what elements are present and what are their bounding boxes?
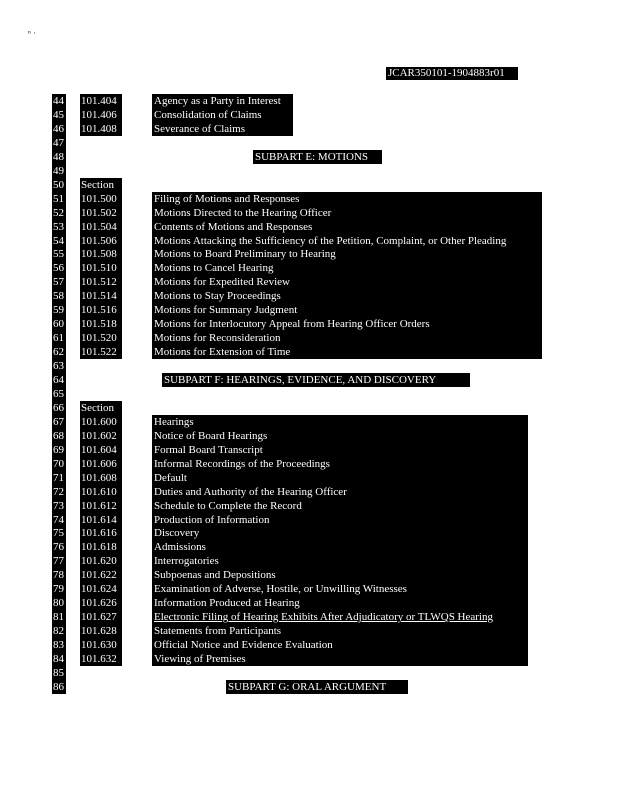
section-number: 101.620 — [80, 554, 122, 568]
section-title: Production of Information — [152, 513, 528, 527]
section-number: 101.632 — [80, 652, 122, 666]
section-number: 101.610 — [80, 485, 122, 499]
line-69 — [0, 443, 618, 457]
section-number: 101.624 — [80, 582, 122, 596]
line-67 — [0, 415, 618, 429]
section-number: 101.614 — [80, 513, 122, 527]
line-58 — [0, 289, 618, 303]
section-number: 101.508 — [80, 247, 122, 261]
section-number: 101.506 — [80, 234, 122, 248]
line-82 — [0, 624, 618, 638]
section-title: Official Notice and Evidence Evaluation — [152, 638, 528, 652]
line-55 — [0, 247, 618, 261]
line-number: 74 — [53, 513, 64, 526]
section-title: Motions to Stay Proceedings — [152, 289, 542, 303]
section-number: 101.604 — [80, 443, 122, 457]
section-number: 101.608 — [80, 471, 122, 485]
section-title: Agency as a Party in Interest — [152, 94, 293, 108]
line-number: 45 — [53, 108, 64, 121]
line-number: 59 — [53, 304, 64, 317]
header-mark: ⁿ · — [28, 28, 37, 38]
section-title: Subpoenas and Depositions — [152, 568, 528, 582]
section-title: Motions to Cancel Hearing — [152, 261, 542, 275]
line-number: 73 — [53, 499, 64, 512]
section-number: 101.626 — [80, 596, 122, 610]
section-title: Motions to Board Preliminary to Hearing — [152, 247, 542, 261]
line-73 — [0, 499, 618, 513]
section-title: Motions Directed to the Hearing Officer — [152, 206, 542, 220]
line-number: 77 — [53, 555, 64, 568]
line-number: 82 — [53, 625, 64, 638]
line-number: 50 — [53, 178, 64, 191]
section-number: 101.612 — [80, 499, 122, 513]
section-title: Filing of Motions and Responses — [152, 192, 542, 206]
line-number: 54 — [53, 234, 64, 247]
line-number: 51 — [53, 192, 64, 205]
section-title: Motions for Expedited Review — [152, 275, 542, 289]
line-number: 80 — [53, 597, 64, 610]
line-75 — [0, 526, 618, 540]
section-number: 101.404 — [80, 94, 122, 108]
section-title: Formal Board Transcript — [152, 443, 528, 457]
line-57 — [0, 275, 618, 289]
line-number: 76 — [53, 541, 64, 554]
subpart-heading: SUBPART F: HEARINGS, EVIDENCE, AND DISCOVERY — [162, 373, 470, 387]
line-number: 68 — [53, 429, 64, 442]
line-78 — [0, 568, 618, 582]
section-number: 101.518 — [80, 317, 122, 331]
line-80 — [0, 596, 618, 610]
line-79 — [0, 582, 618, 596]
line-number: 65 — [53, 387, 64, 400]
section-title: Statements from Participants — [152, 624, 528, 638]
line-62 — [0, 345, 618, 359]
section-number: 101.630 — [80, 638, 122, 652]
section-title: Informal Recordings of the Proceedings — [152, 457, 528, 471]
line-46 — [0, 122, 618, 136]
line-71 — [0, 471, 618, 485]
section-title: Default — [152, 471, 528, 485]
section-number: 101.600 — [80, 415, 122, 429]
line-72 — [0, 485, 618, 499]
line-number: 62 — [53, 346, 64, 359]
section-title: Motions Attacking the Sufficiency of the Petition, Complaint, or Other Pleading — [152, 234, 542, 248]
line-number: 58 — [53, 290, 64, 303]
line-44 — [0, 94, 618, 108]
document-id: JCAR350101-1904883r01 — [386, 67, 518, 80]
line-68 — [0, 429, 618, 443]
line-64 — [0, 373, 618, 387]
section-number: 101.522 — [80, 345, 122, 359]
subpart-heading: SUBPART G: ORAL ARGUMENT — [226, 680, 408, 694]
section-title: Viewing of Premises — [152, 652, 528, 666]
line-number: 84 — [53, 653, 64, 665]
line-65 — [0, 387, 618, 401]
section-title: Electronic Filing of Hearing Exhibits After Adjudicatory or TLWQS Hearing — [152, 610, 528, 624]
line-number: 70 — [53, 457, 64, 470]
line-number: 64 — [53, 374, 64, 386]
line-number: 71 — [53, 471, 64, 484]
line-47 — [0, 136, 618, 150]
line-52 — [0, 206, 618, 220]
line-81 — [0, 610, 618, 624]
line-number: 85 — [53, 666, 64, 679]
line-45 — [0, 108, 618, 122]
section-title: Motions for Summary Judgment — [152, 303, 542, 317]
section-number: 101.520 — [80, 331, 122, 345]
section-number: 101.606 — [80, 457, 122, 471]
section-column-label: Section — [80, 178, 122, 192]
section-number: 101.602 — [80, 429, 122, 443]
section-number: 101.628 — [80, 624, 122, 638]
line-48 — [0, 150, 618, 164]
section-title: Duties and Authority of the Hearing Officer — [152, 485, 528, 499]
line-51 — [0, 192, 618, 206]
line-number: 63 — [53, 360, 64, 373]
section-title: Information Produced at Hearing — [152, 596, 528, 610]
section-title: Contents of Motions and Responses — [152, 220, 542, 234]
line-49 — [0, 164, 618, 178]
line-number: 69 — [53, 443, 64, 456]
line-50 — [0, 178, 618, 192]
line-number: 55 — [53, 248, 64, 261]
line-number: 44 — [53, 95, 64, 107]
line-61 — [0, 331, 618, 345]
line-number: 79 — [53, 583, 64, 596]
line-63 — [0, 359, 618, 373]
section-title: Hearings — [152, 415, 528, 429]
line-84 — [0, 652, 618, 666]
section-number: 101.510 — [80, 261, 122, 275]
section-title: Motions for Extension of Time — [152, 345, 542, 359]
line-59 — [0, 303, 618, 317]
section-number: 101.627 — [80, 610, 122, 624]
section-title: Motions for Reconsideration — [152, 331, 542, 345]
line-number: 61 — [53, 332, 64, 345]
line-number: 86 — [53, 680, 64, 693]
section-number: 101.406 — [80, 108, 122, 122]
section-title: Admissions — [152, 540, 528, 554]
section-number: 101.502 — [80, 206, 122, 220]
section-number: 101.516 — [80, 303, 122, 317]
section-title: Notice of Board Hearings — [152, 429, 528, 443]
line-number: 60 — [53, 318, 64, 331]
line-number: 46 — [53, 122, 64, 135]
line-77 — [0, 554, 618, 568]
line-number: 53 — [53, 220, 64, 233]
line-60 — [0, 317, 618, 331]
section-title: Interrogatories — [152, 554, 528, 568]
line-number: 56 — [53, 262, 64, 275]
section-title: Consolidation of Claims — [152, 108, 293, 122]
line-number: 52 — [53, 206, 64, 219]
line-number: 48 — [53, 150, 64, 163]
section-column-label: Section — [80, 401, 122, 415]
section-title: Examination of Adverse, Hostile, or Unwilling Witnesses — [152, 582, 528, 596]
line-number: 67 — [53, 415, 64, 428]
line-number: 47 — [53, 136, 64, 149]
section-number: 101.504 — [80, 220, 122, 234]
line-54 — [0, 234, 618, 248]
section-title: Discovery — [152, 526, 528, 540]
section-title: Schedule to Complete the Record — [152, 499, 528, 513]
line-83 — [0, 638, 618, 652]
line-number: 75 — [53, 527, 64, 540]
section-title: Severance of Claims — [152, 122, 293, 136]
line-number: 66 — [53, 401, 64, 414]
section-number: 101.618 — [80, 540, 122, 554]
section-number: 101.500 — [80, 192, 122, 206]
section-title: Motions for Interlocutory Appeal from Hearing Officer Orders — [152, 317, 542, 331]
line-number: 83 — [53, 639, 64, 652]
section-number: 101.616 — [80, 526, 122, 540]
subpart-heading: SUBPART E: MOTIONS — [253, 150, 382, 164]
line-number: 72 — [53, 485, 64, 498]
line-56 — [0, 261, 618, 275]
line-number: 81 — [53, 611, 64, 624]
line-74 — [0, 513, 618, 527]
line-86 — [0, 680, 618, 694]
line-number: 78 — [53, 569, 64, 582]
line-number: 49 — [53, 164, 64, 177]
section-number: 101.408 — [80, 122, 122, 136]
line-53 — [0, 220, 618, 234]
line-66 — [0, 401, 618, 415]
line-number: 57 — [53, 276, 64, 289]
line-85 — [0, 666, 618, 680]
section-number: 101.622 — [80, 568, 122, 582]
section-number: 101.514 — [80, 289, 122, 303]
line-76 — [0, 540, 618, 554]
section-number: 101.512 — [80, 275, 122, 289]
line-70 — [0, 457, 618, 471]
